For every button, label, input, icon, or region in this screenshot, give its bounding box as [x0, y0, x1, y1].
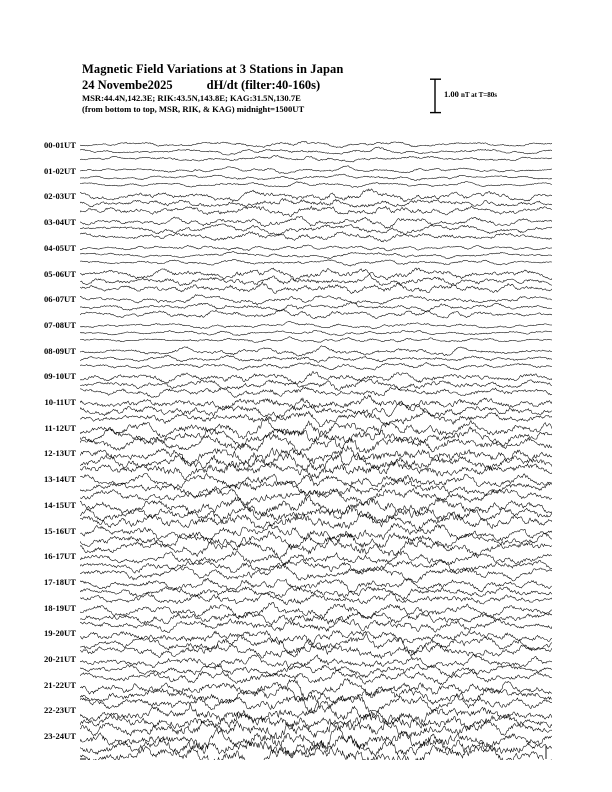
station-trace	[80, 473, 552, 488]
station-trace	[80, 282, 552, 294]
magnetogram-plot	[80, 138, 552, 760]
station-trace	[80, 245, 552, 251]
station-trace	[80, 355, 552, 362]
station-trace	[80, 295, 552, 306]
station-trace	[80, 563, 552, 582]
hour-label: 17-18UT	[44, 576, 76, 587]
hour-row-traces	[80, 395, 552, 427]
hour-row-traces	[80, 419, 552, 455]
station-order-note: (from bottom to top, MSR, RIK, & KAG) midnight=1500UT	[82, 104, 305, 114]
station-trace	[80, 322, 552, 329]
station-trace	[80, 663, 552, 678]
hour-row-traces	[80, 295, 552, 319]
station-trace	[80, 551, 552, 565]
station-trace	[80, 633, 552, 653]
trace-canvas	[80, 138, 552, 760]
hour-row-traces	[80, 166, 552, 188]
hour-label: 02-03UT	[44, 191, 76, 202]
station-trace	[80, 523, 552, 545]
station-coordinates: MSR:44.4N,142.3E; RIK:43.5N,143.8E; KAG:31.5N,130.7E	[82, 93, 301, 103]
hour-label: 07-08UT	[44, 319, 76, 330]
hour-row-traces	[80, 654, 552, 684]
hour-label: 18-19UT	[44, 602, 76, 613]
station-trace	[80, 495, 552, 516]
hour-row-traces	[80, 268, 552, 293]
hour-row-traces	[80, 189, 552, 217]
hour-label: 14-15UT	[44, 499, 76, 510]
station-trace	[80, 147, 552, 155]
station-trace	[80, 446, 552, 466]
station-trace	[80, 199, 552, 208]
station-trace	[80, 302, 552, 311]
hour-label: 16-17UT	[44, 551, 76, 562]
station-trace	[80, 371, 552, 384]
hour-row-traces	[80, 322, 552, 343]
station-trace	[80, 719, 552, 739]
hour-label: 19-20UT	[44, 628, 76, 639]
station-trace	[80, 461, 552, 480]
hour-label: 11-12UT	[44, 422, 76, 433]
scale-unit: nT at T=80s	[461, 91, 498, 99]
hour-row-traces	[80, 523, 552, 558]
station-trace	[80, 224, 552, 235]
station-trace	[80, 616, 552, 632]
quantity-label: dH/dt (filter:40-160s)	[206, 78, 321, 92]
hour-label: 10-11UT	[44, 397, 76, 407]
station-trace	[80, 309, 552, 319]
station-trace	[80, 478, 552, 497]
station-trace	[80, 174, 552, 181]
hour-row-traces	[80, 602, 552, 632]
station-trace	[80, 537, 552, 559]
station-trace	[80, 559, 552, 573]
station-trace	[80, 403, 552, 418]
station-trace	[80, 695, 552, 713]
station-trace	[80, 232, 552, 242]
hour-row-traces	[80, 346, 552, 371]
hour-row-traces	[80, 473, 552, 506]
station-trace	[80, 337, 552, 343]
station-trace	[80, 346, 552, 357]
hour-label: 22-23UT	[44, 705, 76, 716]
station-trace	[80, 141, 552, 148]
station-trace	[80, 487, 552, 507]
station-trace	[80, 631, 552, 645]
hour-row-traces	[80, 578, 552, 605]
station-trace	[80, 362, 552, 370]
hour-label: 20-21UT	[44, 654, 76, 664]
hour-row-traces	[80, 702, 552, 739]
hour-label: 01-02UT	[44, 165, 76, 176]
station-trace	[80, 166, 552, 174]
station-trace	[80, 679, 552, 701]
hour-label: 00-01UT	[44, 140, 76, 150]
station-trace	[80, 155, 552, 162]
hour-label: 23-24UT	[44, 731, 76, 742]
station-trace	[80, 330, 552, 335]
hour-label: 06-07UT	[44, 294, 76, 305]
station-trace	[80, 740, 552, 760]
observation-year: 2025	[147, 78, 173, 92]
station-trace	[80, 274, 552, 285]
station-trace	[80, 379, 552, 390]
hour-label: 08-09UT	[44, 345, 76, 356]
station-trace	[80, 578, 552, 592]
hour-row-traces	[80, 216, 552, 242]
hour-row-traces	[80, 551, 552, 583]
station-trace	[80, 216, 552, 228]
observation-date: 24 Novembe	[82, 78, 148, 92]
hour-row-traces	[80, 371, 552, 397]
hour-label: 12-13UT	[44, 448, 76, 459]
hour-label: 03-04UT	[44, 217, 76, 228]
scale-bar-label	[444, 89, 497, 99]
station-trace	[80, 736, 552, 759]
station-trace	[80, 654, 552, 669]
station-trace	[80, 387, 552, 397]
station-trace	[80, 612, 552, 625]
hour-label: 04-05UT	[44, 242, 76, 253]
hour-label: 15-16UT	[44, 525, 76, 536]
hour-row-traces	[80, 141, 552, 162]
station-trace	[80, 504, 552, 522]
hour-label: 13-14UT	[44, 474, 76, 485]
hour-label: 05-06UT	[44, 268, 76, 279]
station-trace	[80, 395, 552, 410]
hour-row-traces	[80, 679, 552, 713]
station-trace	[80, 189, 552, 202]
hour-label: 09-10UT	[44, 371, 76, 382]
station-trace	[80, 206, 552, 217]
station-trace	[80, 670, 552, 685]
hour-row-traces	[80, 631, 552, 659]
station-trace	[80, 686, 552, 704]
scale-value: 1.00	[444, 89, 459, 99]
page-title: Magnetic Field Variations at 3 Stations in Japan	[82, 62, 344, 76]
hour-row-traces	[80, 245, 552, 266]
station-trace	[80, 513, 552, 531]
hour-label: 21-22UT	[44, 679, 76, 690]
station-trace	[80, 260, 552, 267]
station-trace	[80, 252, 552, 259]
hour-row-traces	[80, 446, 552, 480]
station-trace	[80, 181, 552, 187]
station-trace	[80, 586, 552, 600]
station-trace	[80, 593, 552, 605]
station-trace	[80, 268, 552, 281]
station-trace	[80, 602, 552, 618]
